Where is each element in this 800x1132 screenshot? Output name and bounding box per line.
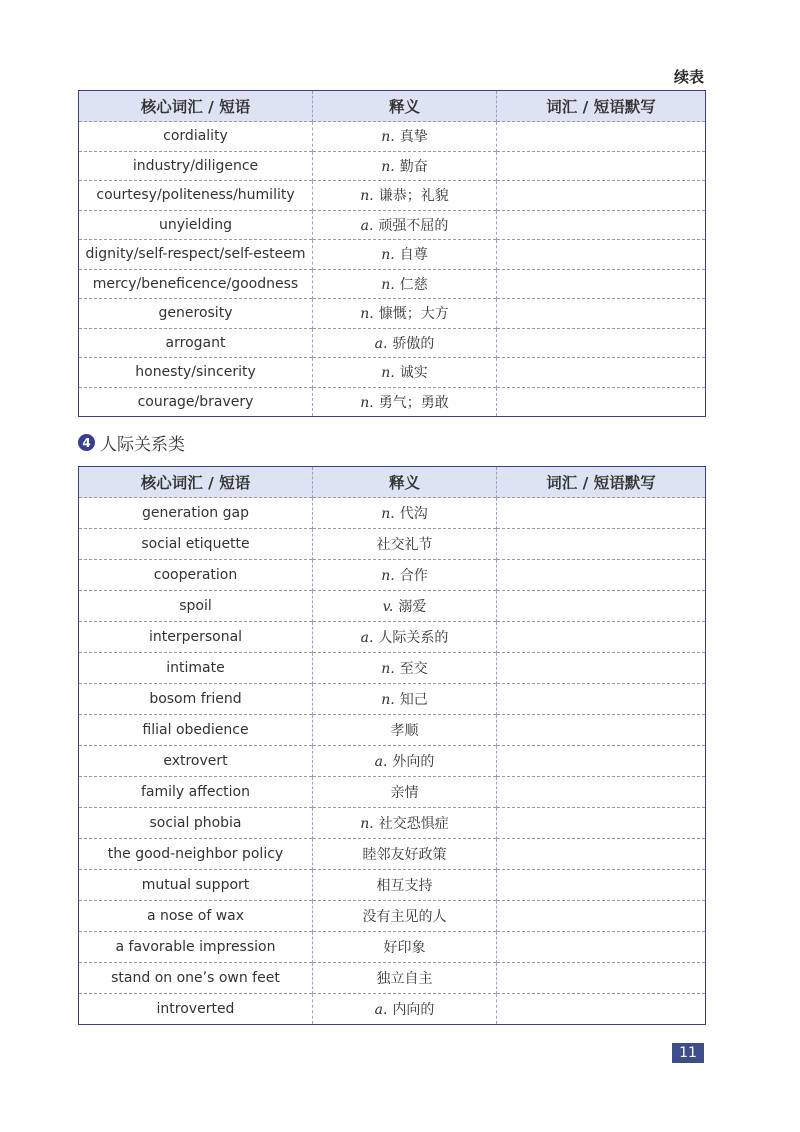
vocab-meaning: 真挚 [399,129,428,146]
vocab-meaning-cell [313,498,497,529]
part-of-speech: a. [374,754,388,770]
header-core-words: 核心词汇 / 短语 [79,467,313,498]
vocab-meaning: 知己 [399,692,428,708]
table-row [79,122,706,152]
vocab-meaning: 至交 [399,661,428,677]
vocab-meaning-cell [313,591,497,622]
vocab-meaning-cell [313,870,497,901]
vocab-meaning-cell [313,901,497,932]
vocab-meaning-cell [313,122,497,152]
part-of-speech: n. [381,247,395,264]
vocab-word: cordiality [79,122,313,152]
continued-label: 续表 [673,68,704,86]
dictation-blank[interactable] [497,498,706,529]
vocab-meaning-cell [313,715,497,746]
dictation-blank[interactable] [497,328,706,358]
vocab-word: family affection [79,777,313,808]
table-row [79,932,706,963]
vocab-word: mutual support [79,870,313,901]
header-dictation: 词汇 / 短语默写 [497,91,706,122]
vocab-meaning-cell [313,299,497,329]
part-of-speech: a. [360,630,374,646]
part-of-speech: n. [381,129,395,146]
table-row [79,269,706,299]
vocab-word: extrovert [79,746,313,777]
vocab-meaning-cell [313,684,497,715]
vocab-meaning-cell [313,269,497,299]
section-heading [78,430,185,455]
dictation-blank[interactable] [497,151,706,181]
vocab-word: courage/bravery [79,387,313,417]
table-row [79,151,706,181]
table-row [79,653,706,684]
part-of-speech: n. [360,394,374,411]
vocab-meaning: 骄傲的 [392,335,435,352]
vocab-meaning-cell [313,653,497,684]
dictation-blank[interactable] [497,932,706,963]
vocab-word: courtesy/politeness/humility [79,181,313,211]
table-row [79,622,706,653]
vocab-word: cooperation [79,560,313,591]
table-row [79,870,706,901]
part-of-speech: n. [381,276,395,293]
vocab-meaning: 勇气；勇敢 [378,394,449,411]
dictation-blank[interactable] [497,715,706,746]
part-of-speech: v. [382,599,394,615]
dictation-blank[interactable] [497,387,706,417]
vocab-word: mercy/beneficence/goodness [79,269,313,299]
vocab-word: dignity/self-respect/self-esteem [79,240,313,270]
dictation-blank[interactable] [497,181,706,211]
table-row [79,560,706,591]
vocab-meaning-cell [313,963,497,994]
vocab-meaning-cell [313,529,497,560]
part-of-speech: n. [381,568,395,584]
vocab-word: a favorable impression [79,932,313,963]
part-of-speech: n. [360,306,374,323]
dictation-blank[interactable] [497,269,706,299]
table-row [79,901,706,932]
vocab-word: unyielding [79,210,313,240]
dictation-blank[interactable] [497,746,706,777]
table-row [79,963,706,994]
table-row [79,529,706,560]
vocab-word: arrogant [79,328,313,358]
table-row [79,358,706,388]
part-of-speech: n. [381,158,395,175]
vocab-meaning-cell [313,151,497,181]
vocab-word: generation gap [79,498,313,529]
vocab-word: stand on one’s own feet [79,963,313,994]
vocab-table-interpersonal [78,466,706,1025]
vocab-meaning: 好印象 [383,940,426,956]
vocab-meaning: 勤奋 [399,158,428,175]
vocab-meaning-cell [313,839,497,870]
dictation-blank[interactable] [497,870,706,901]
table-row [79,591,706,622]
table-row [79,181,706,211]
table-row [79,746,706,777]
part-of-speech: n. [381,692,395,708]
vocab-word: the good-neighbor policy [79,839,313,870]
dictation-blank[interactable] [497,963,706,994]
vocab-meaning: 相互支持 [376,878,433,894]
dictation-blank[interactable] [497,808,706,839]
part-of-speech: n. [381,506,395,522]
table-row [79,240,706,270]
table-header-row [79,91,706,122]
dictation-blank[interactable] [497,210,706,240]
vocab-meaning-cell [313,622,497,653]
vocab-meaning-cell [313,240,497,270]
table-row [79,994,706,1025]
table-row [79,498,706,529]
vocab-word: a nose of wax [79,901,313,932]
dictation-blank[interactable] [497,560,706,591]
vocab-meaning: 代沟 [399,506,428,522]
vocab-meaning: 亲情 [390,785,419,801]
vocab-meaning: 睦邻友好政策 [362,847,447,863]
table-row [79,328,706,358]
page-number: 11 [672,1043,704,1063]
dictation-blank[interactable] [497,240,706,270]
vocab-meaning: 社交恐惧症 [378,816,449,832]
vocab-meaning: 社交礼节 [376,537,433,553]
dictation-blank[interactable] [497,358,706,388]
vocab-meaning: 诚实 [399,365,428,382]
part-of-speech: n. [360,188,374,205]
table-row [79,299,706,329]
vocab-word: social phobia [79,808,313,839]
vocab-meaning: 谦恭；礼貌 [378,188,449,205]
dictation-blank[interactable] [497,777,706,808]
table-row [79,387,706,417]
table-row [79,808,706,839]
section-title: 人际关系类 [100,435,185,455]
vocab-meaning-cell [313,210,497,240]
dictation-blank[interactable] [497,994,706,1025]
vocab-word: intimate [79,653,313,684]
vocab-meaning-cell [313,328,497,358]
vocab-meaning: 独立自主 [376,971,433,987]
vocab-meaning: 孝顺 [390,723,419,739]
vocab-meaning: 外向的 [392,754,435,770]
part-of-speech: n. [381,365,395,382]
table-row [79,684,706,715]
vocab-meaning-cell [313,777,497,808]
part-of-speech: a. [374,335,388,352]
part-of-speech: a. [374,1002,388,1018]
vocab-word: generosity [79,299,313,329]
part-of-speech: n. [381,661,395,677]
vocab-meaning-cell [313,808,497,839]
table-header-row [79,467,706,498]
vocab-word: industry/diligence [79,151,313,181]
vocab-word: filial obedience [79,715,313,746]
vocab-meaning: 顽强不屈的 [378,217,449,234]
table-row [79,839,706,870]
vocab-table-continued [78,90,706,417]
vocab-meaning-cell [313,994,497,1025]
dictation-blank[interactable] [497,529,706,560]
section-number-badge: 4 [78,434,95,451]
vocab-meaning-cell [313,181,497,211]
vocab-meaning-cell [313,560,497,591]
header-meaning: 释义 [313,467,497,498]
vocab-word: honesty/sincerity [79,358,313,388]
header-core-words: 核心词汇 / 短语 [79,91,313,122]
table-row [79,777,706,808]
vocab-word: introverted [79,994,313,1025]
dictation-blank[interactable] [497,591,706,622]
dictation-blank[interactable] [497,839,706,870]
vocab-word: interpersonal [79,622,313,653]
header-meaning: 释义 [313,91,497,122]
table-row [79,210,706,240]
vocab-meaning-cell [313,358,497,388]
dictation-blank[interactable] [497,622,706,653]
vocab-word: bosom friend [79,684,313,715]
vocab-meaning: 仁慈 [399,276,428,293]
vocab-meaning: 人际关系的 [378,630,449,646]
dictation-blank[interactable] [497,122,706,152]
vocab-meaning: 没有主见的人 [362,909,447,925]
vocab-meaning-cell [313,746,497,777]
part-of-speech: n. [360,816,374,832]
header-dictation: 词汇 / 短语默写 [497,467,706,498]
table-row [79,715,706,746]
vocab-meaning: 合作 [399,568,428,584]
vocab-meaning: 内向的 [392,1002,435,1018]
vocab-meaning: 自尊 [399,247,428,264]
vocab-meaning-cell [313,387,497,417]
vocab-meaning: 溺爱 [398,599,427,615]
vocab-word: spoil [79,591,313,622]
dictation-blank[interactable] [497,901,706,932]
vocab-meaning-cell [313,932,497,963]
vocab-word: social etiquette [79,529,313,560]
vocab-meaning: 慷慨；大方 [378,306,449,323]
dictation-blank[interactable] [497,653,706,684]
dictation-blank[interactable] [497,684,706,715]
part-of-speech: a. [360,217,374,234]
dictation-blank[interactable] [497,299,706,329]
